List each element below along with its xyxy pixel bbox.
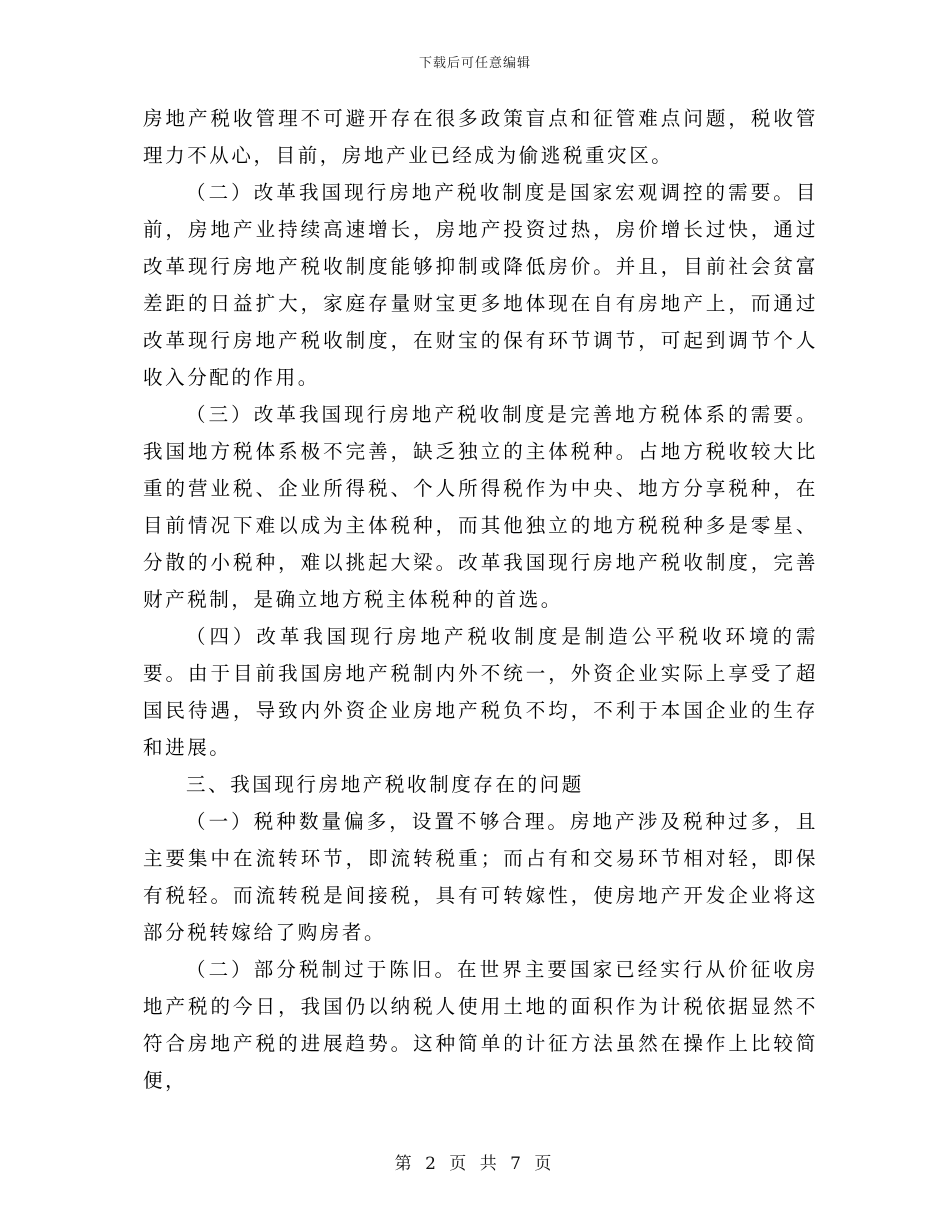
section-heading: 三、我国现行房地产税收制度存在的问题 bbox=[186, 773, 584, 796]
page-number: 第 2 页 共 7 页 bbox=[394, 1154, 556, 1174]
paragraph-local-tax-system: （三）改革我国现行房地产税收制度是完善地方税体系的需要。我国地方税体系极不完善，缺乏独立的主体税种。占地方税收较大比重的营业税、企业所得税、个人所得税作为中央、地方分享税种，在目前情况下难以成为主体税种，而其他独立的地方税税种多是零星、分散的小税种，难以挑起大梁。改革我国现行房地产税收制度，完善财产税制，是确立地方税主体税种的首选。 bbox=[143, 403, 818, 611]
paragraph-macro-control: （二）改革我国现行房地产税收制度是国家宏观调控的需要。目前，房地产业持续高速增长，房地产投资过热，房价增长过快，通过改革现行房地产税收制度能够抑制或降低房价。并且，目前社会贫富差距的日益扩大，家庭存量财宝更多地体现在自有房地产上，而通过改革现行房地产税收制度，在财宝的保有环节调节，可起到调节个人收入分配的作用。 bbox=[143, 181, 818, 389]
paragraph-tax-types: （一）税种数量偏多，设置不够合理。房地产涉及税种过多，且主要集中在流转环节，即流转税重；而占有和交易环节相对轻，即保有税轻。而流转税是间接税，具有可转嫁性，使房地产开发企业将这部分税转嫁给了购房者。 bbox=[143, 810, 818, 944]
paragraph-outdated-tax: （二）部分税制过于陈旧。在世界主要国家已经实行从价征收房地产税的今日，我国仍以纳税人使用土地的面积作为计税依据显然不符合房地产税的进展趋势。这种简单的计征方法虽然在操作上比较简便， bbox=[143, 958, 818, 1092]
document-body bbox=[143, 100, 818, 1099]
paragraph-continuation: 房地产税收管理不可避开存在很多政策盲点和征管难点问题，税收管理力不从心，目前，房地产业已经成为偷逃税重灾区。 bbox=[143, 107, 818, 167]
paragraph-fair-tax-environment: （四）改革我国现行房地产税收制度是制造公平税收环境的需要。由于目前我国房地产税制内外不统一，外资企业实际上享受了超国民待遇，导致内外资企业房地产税负不均，不利于本国企业的生存和进展。 bbox=[143, 625, 818, 759]
page-header: 下载后可任意编辑 bbox=[418, 56, 531, 71]
